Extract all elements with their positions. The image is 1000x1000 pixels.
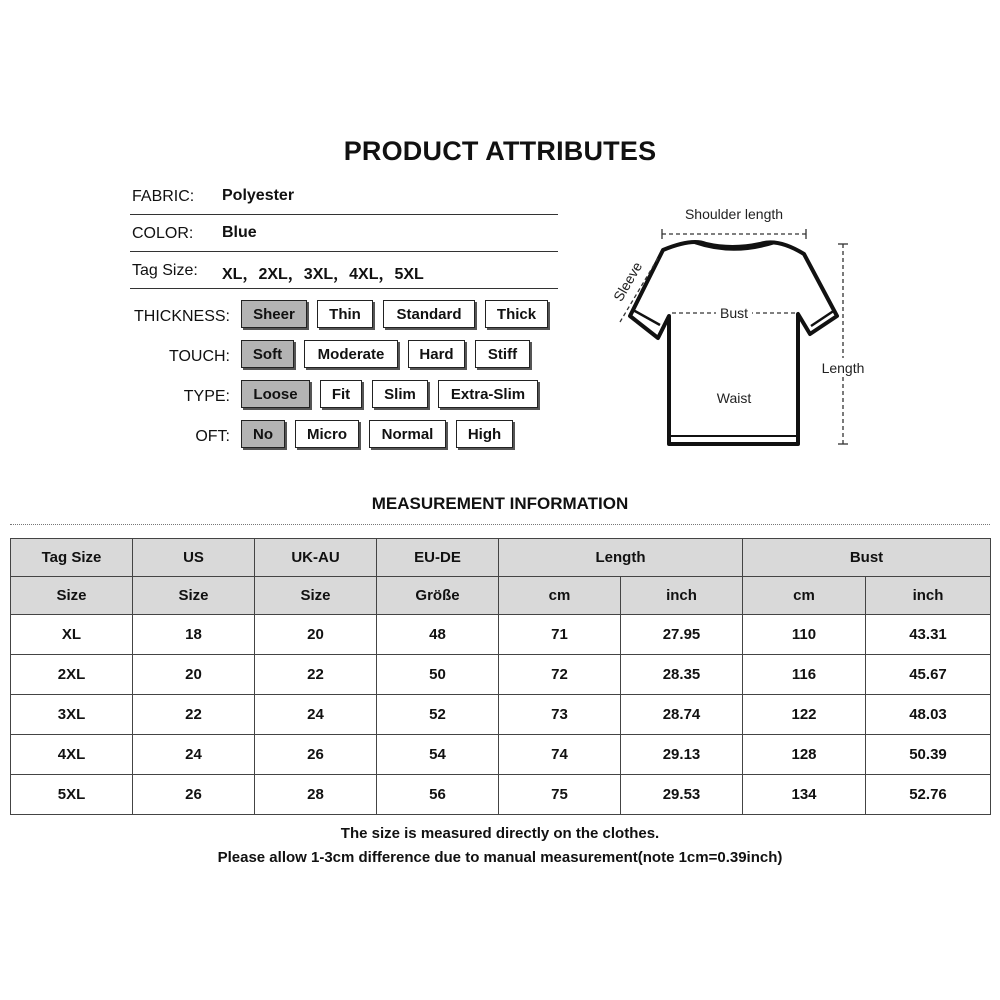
option-micro[interactable]: Micro — [295, 420, 359, 448]
option-slim[interactable]: Slim — [372, 380, 428, 408]
table-cell: 116 — [743, 655, 866, 695]
sleeve-label: Sleeve — [610, 258, 646, 305]
table-cell: 24 — [255, 695, 377, 735]
option-sheer[interactable]: Sheer — [241, 300, 307, 328]
table-cell: 29.53 — [621, 775, 743, 815]
table-cell: 22 — [255, 655, 377, 695]
table-cell: 29.13 — [621, 735, 743, 775]
measurement-table — [10, 538, 991, 815]
table-cell: 22 — [133, 695, 255, 735]
option-stiff[interactable]: Stiff — [475, 340, 530, 368]
attr-row-tag-size — [130, 252, 558, 289]
option-loose[interactable]: Loose — [241, 380, 310, 408]
table-subheader-row — [11, 577, 991, 615]
attr-row-color — [130, 215, 558, 252]
table-cell: 4XL — [11, 735, 133, 775]
table-cell: 26 — [255, 735, 377, 775]
table-row — [11, 655, 991, 695]
table-cell: 54 — [377, 735, 499, 775]
header-cell: cm — [743, 577, 866, 615]
section-divider — [10, 524, 990, 525]
header-cell: EU-DE — [377, 539, 499, 577]
header-cell: Size — [11, 577, 133, 615]
option-soft[interactable]: Soft — [241, 340, 294, 368]
table-cell: 48 — [377, 615, 499, 655]
option-high[interactable]: High — [456, 420, 513, 448]
table-cell: 43.31 — [866, 615, 991, 655]
table-cell: 2XL — [11, 655, 133, 695]
table-row — [11, 735, 991, 775]
table-cell: 45.67 — [866, 655, 991, 695]
option-extra-slim[interactable]: Extra-Slim — [438, 380, 538, 408]
thickness-label: THICKNESS: — [133, 308, 230, 325]
touch-label: TOUCH: — [168, 348, 230, 365]
table-cell: 50.39 — [866, 735, 991, 775]
attr-value: Polyester — [222, 187, 295, 204]
header-cell: Tag Size — [11, 539, 133, 577]
table-row — [11, 775, 991, 815]
attr-label: COLOR: — [132, 225, 194, 242]
tshirt-diagram — [600, 198, 880, 458]
table-cell: 110 — [743, 615, 866, 655]
table-cell: 52.76 — [866, 775, 991, 815]
header-cell: Length — [499, 539, 743, 577]
table-cell: 26 — [133, 775, 255, 815]
length-label: Length — [821, 360, 865, 376]
note-measured: The size is measured directly on the clothes. — [340, 825, 660, 842]
type-label: TYPE: — [183, 388, 230, 405]
header-cell: inch — [621, 577, 743, 615]
header-cell: inch — [866, 577, 991, 615]
attr-value: XL，2XL，3XL，4XL，5XL — [222, 266, 424, 283]
table-cell: 52 — [377, 695, 499, 735]
option-moderate[interactable]: Moderate — [304, 340, 398, 368]
table-cell: 20 — [255, 615, 377, 655]
table-header-row — [11, 539, 991, 577]
table-cell: 50 — [377, 655, 499, 695]
table-row — [11, 695, 991, 735]
table-cell: 72 — [499, 655, 621, 695]
measurement-title: MEASUREMENT INFORMATION — [371, 494, 629, 513]
header-cell: Size — [133, 577, 255, 615]
header-cell: cm — [499, 577, 621, 615]
table-cell: XL — [11, 615, 133, 655]
table-cell: 134 — [743, 775, 866, 815]
header-cell: Größe — [377, 577, 499, 615]
option-normal[interactable]: Normal — [369, 420, 446, 448]
table-cell: 122 — [743, 695, 866, 735]
option-standard[interactable]: Standard — [383, 300, 475, 328]
table-cell: 56 — [377, 775, 499, 815]
header-cell: Bust — [743, 539, 991, 577]
header-cell: US — [133, 539, 255, 577]
attr-row-fabric — [130, 178, 558, 215]
table-cell: 20 — [133, 655, 255, 695]
table-cell: 28.35 — [621, 655, 743, 695]
header-cell: Size — [255, 577, 377, 615]
table-cell: 18 — [133, 615, 255, 655]
option-thin[interactable]: Thin — [317, 300, 373, 328]
option-thick[interactable]: Thick — [485, 300, 548, 328]
table-cell: 73 — [499, 695, 621, 735]
table-cell: 24 — [133, 735, 255, 775]
table-cell: 48.03 — [866, 695, 991, 735]
attr-value: Blue — [222, 224, 257, 241]
note-difference: Please allow 1-3cm difference due to manual measurement(note 1cm=0.39inch) — [217, 849, 783, 866]
table-cell: 74 — [499, 735, 621, 775]
table-cell: 28.74 — [621, 695, 743, 735]
attr-label: Tag Size: — [132, 262, 198, 279]
table-cell: 71 — [499, 615, 621, 655]
tshirt-outline-icon — [630, 242, 837, 444]
option-hard[interactable]: Hard — [408, 340, 465, 368]
table-cell: 5XL — [11, 775, 133, 815]
option-no[interactable]: No — [241, 420, 285, 448]
option-fit[interactable]: Fit — [320, 380, 362, 408]
waist-label: Waist — [716, 390, 752, 406]
table-cell: 128 — [743, 735, 866, 775]
shoulder-label: Shoulder length — [684, 206, 784, 222]
table-cell: 75 — [499, 775, 621, 815]
bust-label: Bust — [719, 305, 749, 321]
page-title: PRODUCT ATTRIBUTES — [343, 136, 657, 166]
header-cell: UK-AU — [255, 539, 377, 577]
table-cell: 28 — [255, 775, 377, 815]
table-cell: 3XL — [11, 695, 133, 735]
table-row — [11, 615, 991, 655]
table-cell: 27.95 — [621, 615, 743, 655]
attr-label: FABRIC: — [132, 188, 195, 205]
oft-label: OFT: — [195, 428, 230, 445]
